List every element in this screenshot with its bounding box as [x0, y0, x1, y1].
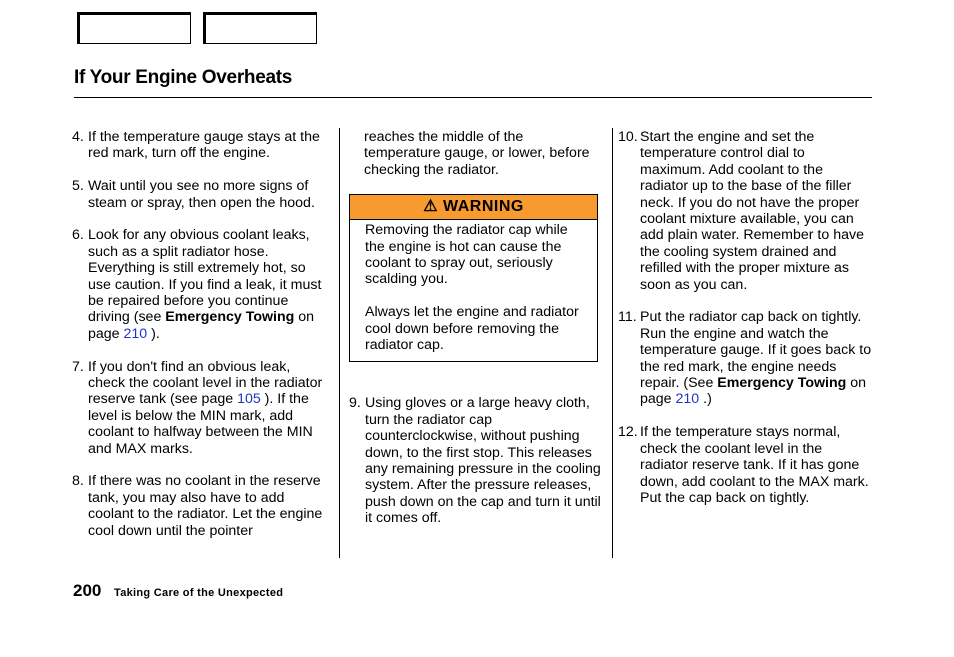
step-4: 4. If the temperature gauge stays at the red mark, turn off the engine. [72, 129, 320, 162]
step-6: 6. Look for any obvious coolant leaks, such as a split radiator hose. Everything is still extremely hot, so use caution. If you find a leak, it must be repaired before you continue driving (see Emergency Towing on page 210 ). [72, 227, 322, 342]
page-link-210[interactable]: 210 [123, 325, 148, 342]
column-divider-1 [339, 128, 340, 558]
emergency-towing-ref: Emergency Towing [717, 375, 847, 392]
section-name: Taking Care of the Unexpected [114, 587, 284, 599]
page-link-210[interactable]: 210 [675, 391, 700, 408]
page-number: 200 [73, 581, 102, 600]
title-divider [74, 97, 872, 98]
column-1 [72, 129, 330, 555]
emergency-towing-ref: Emergency Towing [165, 309, 295, 326]
step-12: 12. If the temperature stays normal, check the coolant level in the radiator reserve tank. If it has gone down, add coolant to the MAX mark. Put the cap back on tightly. [618, 424, 869, 506]
step-5: 5. Wait until you see no more signs of steam or spray, then open the hood. [72, 178, 315, 211]
warning-label: WARNING [442, 198, 524, 216]
step-8-continued: reaches the middle of the temperature gauge, or lower, before checking the radiator. [364, 129, 590, 178]
step-7: 7. If you don't find an obvious leak, check the coolant level in the radiator reserve tank (see page 105 ). If the level is below the MIN mark, add coolant to halfway between the MIN and MAX marks. [72, 358, 323, 457]
page-title: If Your Engine Overheats [74, 67, 293, 88]
warning-box [349, 194, 598, 362]
warning-text-2: Always let the engine and radiator cool down before removing the radiator cap. [365, 304, 579, 354]
step-9: 9. Using gloves or a large heavy cloth, turn the radiator cap counterclockwise, without pushing down, to the first stop. This releases any remaining pressure in the cooling system. After the pressure releases, push down on the cap and turn it until it comes off. [349, 395, 601, 527]
step-10: 10. Start the engine and set the temperature control dial to maximum. Add coolant to the radiator up to the base of the filler neck. If you do not have the proper coolant mixture available, you can add plain water. Remember to have the cooling system drained and refilled with the proper mixture as soon as you can. [618, 129, 864, 293]
warning-header [350, 195, 597, 220]
step-11: 11. Put the radiator cap back on tightly. Run the engine and watch the temperature gauge. If it goes back to the red mark, the engine needs repair. (See Emergency Towing on page 210 .) [618, 309, 872, 408]
nav-button-1[interactable] [77, 12, 191, 44]
warning-text-1: Removing the radiator cap while the engine is hot can cause the coolant to spray out, seriously scalding you. [365, 222, 568, 288]
warning-body [350, 220, 597, 361]
step-8: 8. If there was no coolant in the reserve tank, you may also have to add coolant to the radiator. Let the engine cool down until the pointer [72, 473, 323, 539]
column-divider-2 [612, 128, 613, 558]
nav-button-2[interactable] [203, 12, 317, 44]
column-2 [349, 129, 601, 527]
warning-triangle-icon: ⚠ [423, 198, 439, 216]
column-3 [618, 129, 872, 506]
page-link-105[interactable]: 105 [237, 391, 261, 408]
